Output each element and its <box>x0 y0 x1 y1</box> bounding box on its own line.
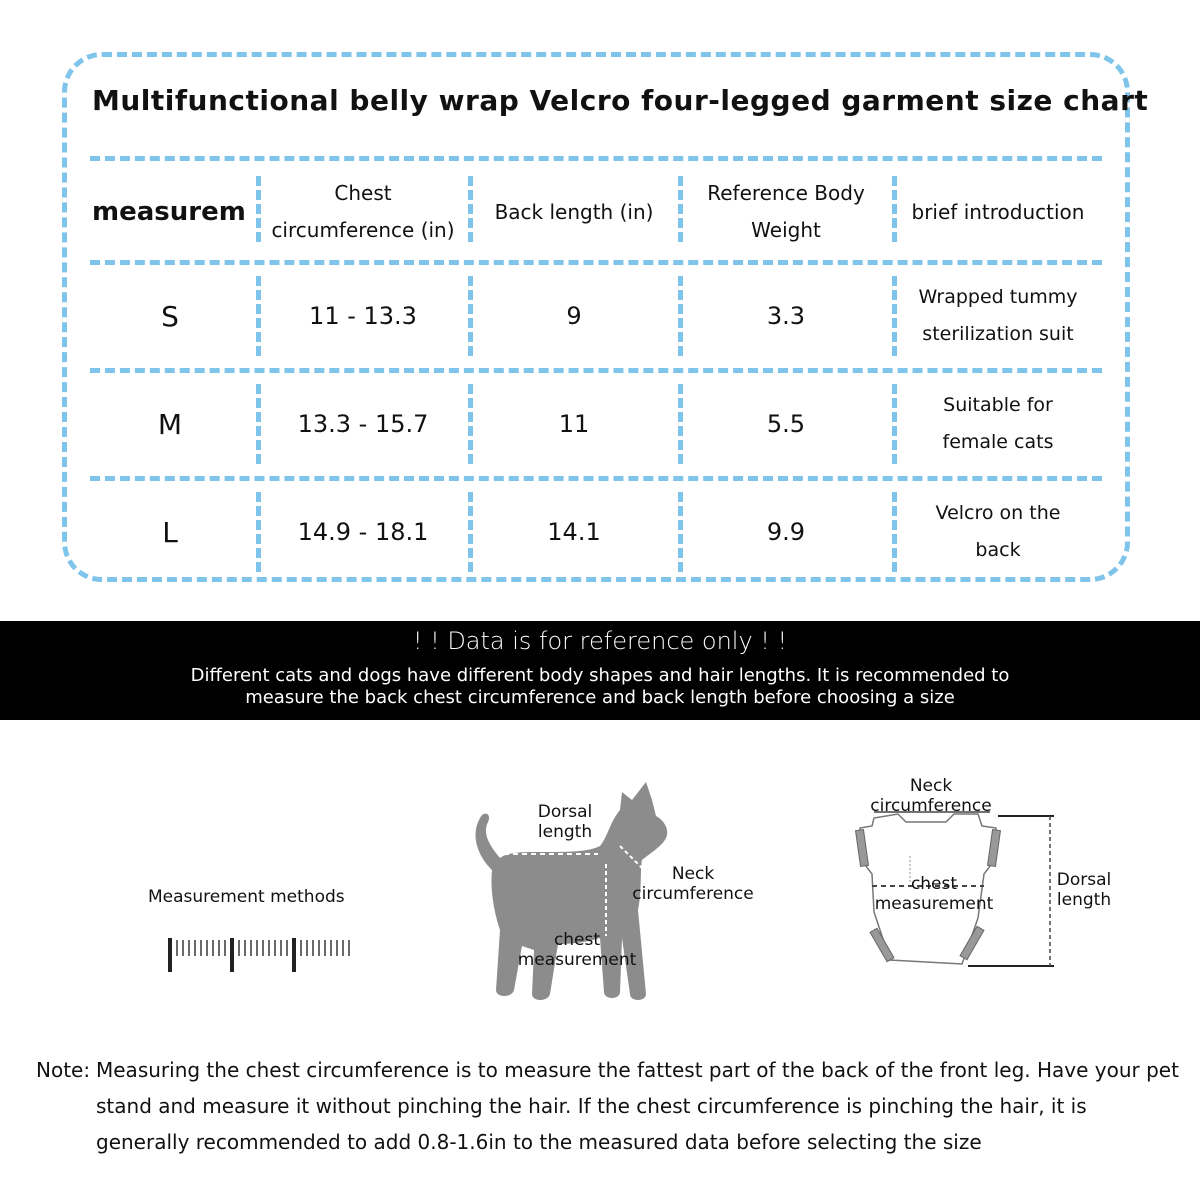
garment-chest-label: chest measurement <box>874 874 994 914</box>
table-line <box>468 276 473 356</box>
notice-text: Different cats and dogs have different body shapes and hair lengths. It is recommended to measure the back chest circumference and back length before choosing a size <box>190 665 1010 708</box>
header-measurement: measurem <box>92 196 246 227</box>
weight-value: 9.9 <box>766 518 806 546</box>
methods-label: Measurement methods <box>148 887 345 907</box>
back-value: 9 <box>566 302 582 330</box>
table-line <box>256 492 261 572</box>
note-label: Note: <box>36 1058 91 1082</box>
header-chest: Chest circumference (in) <box>271 181 455 242</box>
size-label: M <box>157 407 183 441</box>
garment-neck-label: Neck circumference <box>870 776 992 816</box>
size-label: L <box>162 515 178 549</box>
header-intro: brief introduction <box>911 199 1085 224</box>
chest-value: 13.3 - 15.7 <box>297 410 429 438</box>
table-line <box>678 492 683 572</box>
table-line <box>468 492 473 572</box>
table-line <box>892 176 897 242</box>
table-line <box>90 156 1102 161</box>
back-value: 11 <box>558 410 590 438</box>
weight-value: 3.3 <box>766 302 806 330</box>
table-line <box>256 276 261 356</box>
table-line <box>468 384 473 464</box>
table-line <box>678 384 683 464</box>
chest-value: 14.9 - 18.1 <box>297 518 429 546</box>
table-line <box>678 176 683 242</box>
notice-title: ! ! Data is for reference only ! ! <box>412 627 788 655</box>
table-line <box>892 384 897 464</box>
table-line <box>256 176 261 242</box>
size-label: S <box>161 299 179 333</box>
weight-value: 5.5 <box>766 410 806 438</box>
table-line <box>468 176 473 242</box>
header-weight: Reference Body Weight <box>707 181 865 242</box>
note-text: Measuring the chest circumference is to measure the fattest part of the back of the front leg. Have your pet stand and measure it without pinching the hair. If the chest circumference is pinching the hair, it is generally recommended to add 0.8-1.6in to the measured data before selecting the size <box>96 1058 1179 1154</box>
header-back-length: Back length (in) <box>494 199 654 224</box>
reference-notice <box>0 621 1200 720</box>
dog-neck-label: Neck circumference <box>632 864 754 904</box>
dog-dorsal-label: Dorsal length <box>537 802 593 842</box>
chest-value: 11 - 13.3 <box>309 302 417 330</box>
table-line <box>892 492 897 572</box>
table-line <box>678 276 683 356</box>
table-line <box>892 276 897 356</box>
ruler-icon <box>164 930 356 978</box>
intro-text: Suitable for female cats <box>942 394 1054 453</box>
table-line <box>256 384 261 464</box>
back-value: 14.1 <box>547 518 601 546</box>
dog-chest-label: chest measurement <box>517 930 637 970</box>
intro-text: Wrapped tummy sterilization suit <box>918 286 1078 345</box>
garment-dorsal-label: Dorsal length <box>1056 870 1112 910</box>
chart-title: Multifunctional belly wrap Velcro four-legged garment size chart <box>92 84 1149 117</box>
intro-text: Velcro on the back <box>935 502 1061 561</box>
